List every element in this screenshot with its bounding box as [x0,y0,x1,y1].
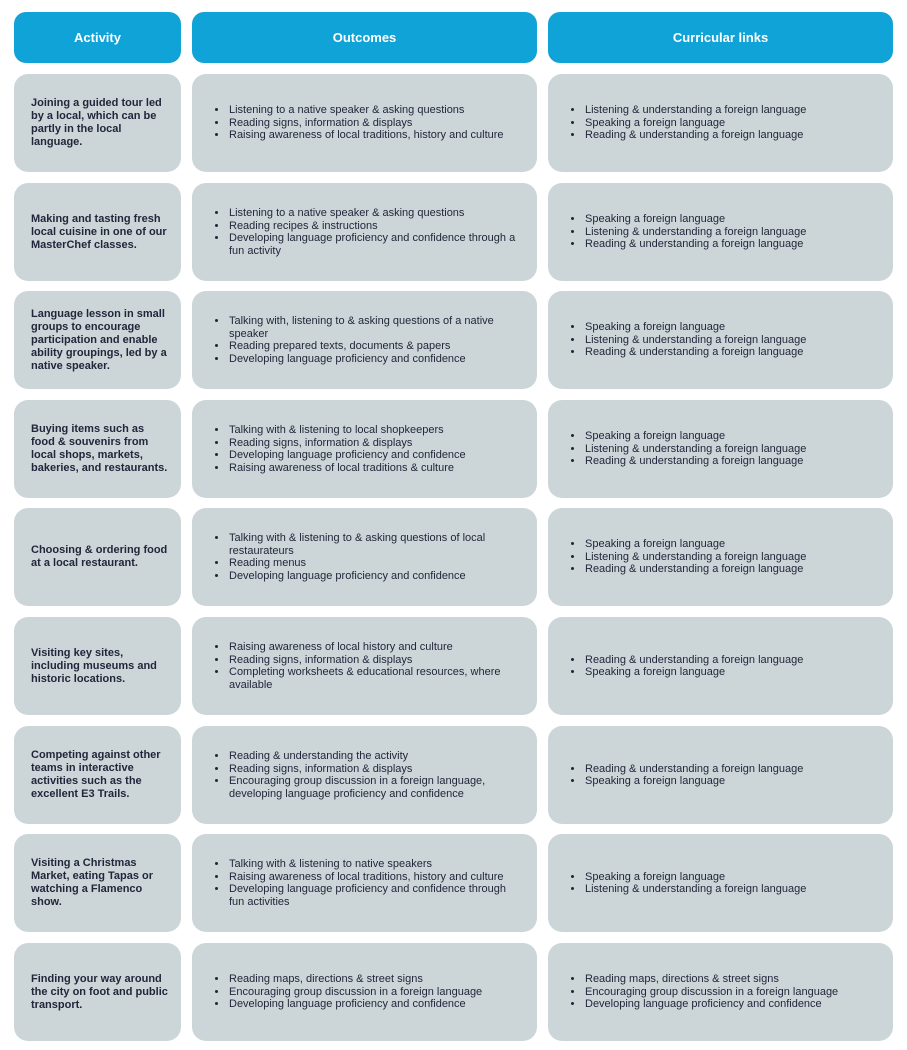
list-item: • Encouraging group discussion in a foreign language [584,986,838,999]
list-item: • Speaking a foreign language [584,666,803,679]
list-item: • Developing language proficiency and confidence through fun activities [228,883,519,908]
list-item: • Speaking a foreign language [584,538,806,551]
curricular-links-header: Curricular links [548,12,893,63]
activity-text: Buying items such as food & souvenirs from local shops, markets, bakeries, and restaurants. [31,423,168,474]
outcomes-list [214,315,519,365]
list-item: • Listening & understanding a foreign language [584,883,806,896]
outcomes-list [214,973,482,1011]
outcomes-list [214,641,519,691]
list-item: • Developing language proficiency and confidence through a fun activity [228,232,519,257]
activity-cell [14,74,181,172]
curricular-links-cell [548,726,893,824]
list-item: • Speaking a foreign language [584,117,806,130]
list-item: • Developing language proficiency and confidence [584,998,838,1011]
activity-cell [14,508,181,606]
list-item: • Speaking a foreign language [584,775,803,788]
list-item: • Raising awareness of local history and culture [228,641,519,654]
outcomes-cell [192,834,537,932]
list-item: • Reading & understanding a foreign language [584,129,806,142]
list-item: • Speaking a foreign language [584,430,806,443]
curricular-links-cell [548,74,893,172]
list-item: • Listening & understanding a foreign language [584,443,806,456]
outcomes-cell [192,400,537,498]
outcomes-list [214,104,504,142]
outcomes-list [214,207,519,257]
list-item: • Reading & understanding a foreign language [584,455,806,468]
list-item: • Developing language proficiency and confidence [228,998,482,1011]
list-item: • Talking with & listening to native speakers [228,858,519,871]
outcomes-list [214,424,466,474]
list-item: • Encouraging group discussion in a foreign language, developing language proficiency and confidence [228,775,519,800]
list-item: • Reading signs, information & displays [228,117,504,130]
activity-cell [14,617,181,715]
list-item: • Talking with, listening to & asking questions of a native speaker [228,315,519,340]
list-item: • Reading & understanding a foreign language [584,654,803,667]
activity-text: Finding your way around the city on foot and public transport. [31,972,168,1011]
list-item: • Reading menus [228,557,519,570]
list-item: • Reading & understanding the activity [228,750,519,763]
list-item: • Raising awareness of local traditions, history and culture [228,129,504,142]
list-item: • Reading signs, information & displays [228,654,519,667]
list-item: • Speaking a foreign language [584,321,806,334]
list-item: • Reading signs, information & displays [228,437,466,450]
activity-header: Activity [14,12,181,63]
outcomes-cell [192,74,537,172]
activity-text: Making and tasting fresh local cuisine in one of our MasterChef classes. [31,212,167,251]
activity-cell [14,726,181,824]
list-item: • Talking with & listening to local shopkeepers [228,424,466,437]
activity-cell [14,183,181,281]
curricular-links-list [570,973,838,1011]
list-item: • Developing language proficiency and confidence [228,449,466,462]
list-item: • Raising awareness of local traditions, history and culture [228,871,519,884]
list-item: • Completing worksheets & educational resources, where available [228,666,519,691]
curricular-links-list [570,104,806,142]
list-item: • Raising awareness of local traditions & culture [228,462,466,475]
list-item: • Reading maps, directions & street signs [228,973,482,986]
outcomes-list [214,750,519,800]
curricular-links-list [570,654,803,679]
list-item: • Reading & understanding a foreign language [584,346,806,359]
curricular-links-list [570,321,806,359]
curricular-links-list [570,763,803,788]
activity-text: Language lesson in small groups to encourage participation and enable ability groupings, led by a native speaker. [31,307,167,372]
table-row [0,508,907,606]
list-item: • Reading & understanding a foreign language [584,763,803,776]
list-item: • Listening to a native speaker & asking questions [228,104,504,117]
curricular-links-cell [548,834,893,932]
curricular-links-list [570,430,806,468]
curricular-links-list [570,538,806,576]
outcomes-list [214,858,519,908]
list-item: • Encouraging group discussion in a foreign language [228,986,482,999]
list-item: • Talking with & listening to & asking questions of local restaurateurs [228,532,519,557]
outcomes-cell [192,291,537,389]
outcomes-cell [192,726,537,824]
table-row [0,291,907,389]
activity-cell [14,834,181,932]
outcomes-cell [192,617,537,715]
activity-cell [14,291,181,389]
table-row [0,400,907,498]
curricular-links-cell [548,400,893,498]
list-item: • Listening & understanding a foreign language [584,104,806,117]
activity-cell [14,943,181,1041]
table-row [0,74,907,172]
list-item: • Speaking a foreign language [584,871,806,884]
activity-text: Visiting a Christmas Market, eating Tapas or watching a Flamenco show. [31,857,154,908]
list-item: • Reading prepared texts, documents & papers [228,340,519,353]
table-row [0,617,907,715]
outcomes-cell [192,943,537,1041]
table-row [0,726,907,824]
curricular-links-cell [548,508,893,606]
curricular-links-list [570,871,806,896]
table-row [0,183,907,281]
activity-text: Joining a guided tour led by a local, which can be partly in the local language. [31,97,162,148]
list-item: • Listening to a native speaker & asking questions [228,207,519,220]
list-item: • Listening & understanding a foreign language [584,226,806,239]
activity-cell [14,400,181,498]
curricular-links-cell [548,183,893,281]
outcomes-list [214,532,519,582]
activity-text: Visiting key sites, including museums and historic locations. [31,646,157,685]
outcomes-cell [192,508,537,606]
list-item: • Reading & understanding a foreign language [584,563,806,576]
table-row [0,943,907,1041]
list-item: • Listening & understanding a foreign language [584,551,806,564]
activity-text: Choosing & ordering food at a local restaurant. [31,544,168,569]
curricular-links-cell [548,943,893,1041]
list-item: • Listening & understanding a foreign language [584,334,806,347]
list-item: • Reading recipes & instructions [228,220,519,233]
curricular-links-cell [548,291,893,389]
activity-text: Competing against other teams in interactive activities such as the excellent E3 Trails. [31,749,161,800]
list-item: • Speaking a foreign language [584,213,806,226]
list-item: • Reading maps, directions & street signs [584,973,838,986]
table-row [0,834,907,932]
curricular-links-cell [548,617,893,715]
list-item: • Developing language proficiency and confidence [228,570,519,583]
outcomes-cell [192,183,537,281]
list-item: • Developing language proficiency and confidence [228,353,519,366]
list-item: • Reading & understanding a foreign language [584,238,806,251]
curricular-links-list [570,213,806,251]
list-item: • Reading signs, information & displays [228,763,519,776]
outcomes-header: Outcomes [192,12,537,63]
